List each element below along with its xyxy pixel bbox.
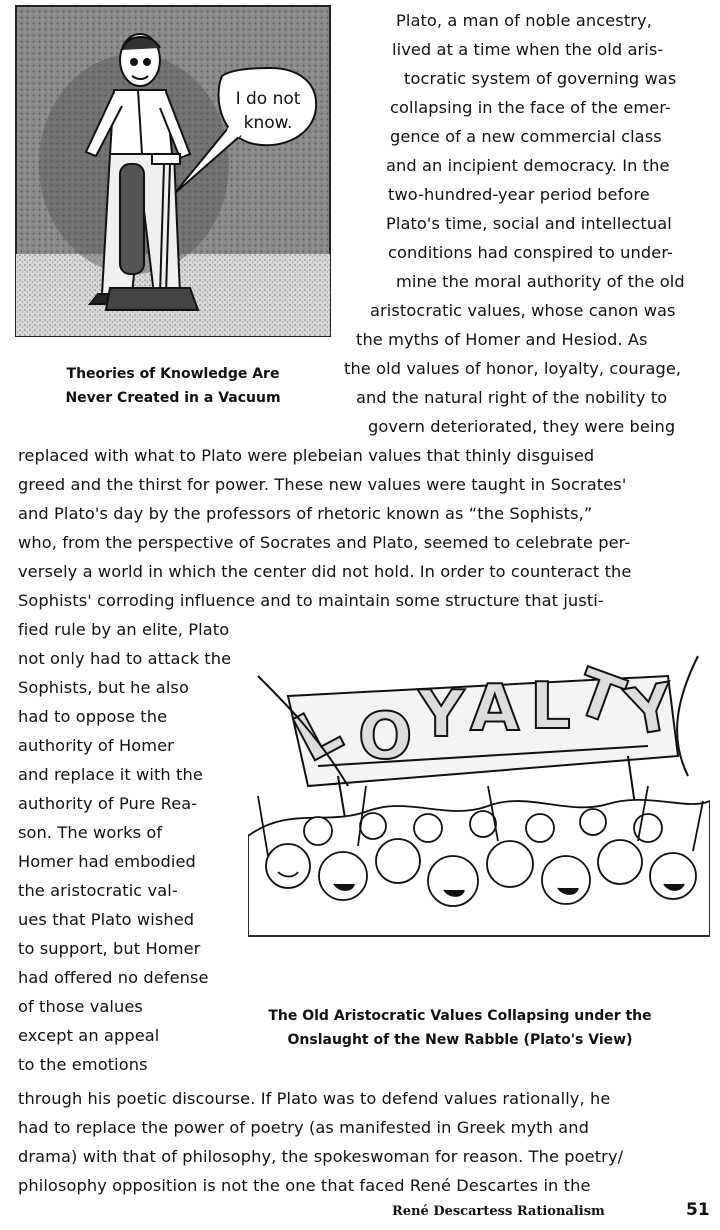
text-line: mine the moral authority of the old bbox=[396, 272, 685, 291]
caption-line: Theories of Knowledge Are bbox=[66, 366, 280, 382]
text-line: of those values bbox=[18, 997, 143, 1016]
text-line: ues that Plato wished bbox=[18, 910, 195, 929]
text-line: had to replace the power of poetry (as manifested in Greek myth and bbox=[18, 1118, 589, 1137]
text-line: Plato, a man of noble ancestry, bbox=[396, 11, 652, 30]
text-line: lived at a time when the old aris- bbox=[392, 40, 664, 59]
text-line: govern deteriorated, they were being bbox=[368, 417, 676, 436]
text-line: the myths of Homer and Hesiod. As bbox=[356, 330, 648, 349]
speech-text-line-1: I do not bbox=[235, 89, 301, 109]
text-line: gence of a new commercial class bbox=[390, 127, 662, 146]
text-line: greed and the thirst for power. These new values were taught in Socrates' bbox=[18, 475, 627, 494]
text-line: to the emotions bbox=[18, 1055, 148, 1074]
text-line: philosophy opposition is not the one that faced René Descartes in the bbox=[18, 1176, 591, 1195]
cartoon-vacuum-illustration bbox=[14, 4, 332, 338]
sign-letter: L bbox=[530, 670, 571, 744]
text-line: to support, but Homer bbox=[18, 939, 201, 958]
text-line: Homer had embodied bbox=[18, 852, 196, 871]
page-number: 51 bbox=[686, 1200, 710, 1220]
sign-letter: Y bbox=[418, 678, 465, 752]
text-line: and Plato's day by the professors of rhetoric known as “the Sophists,” bbox=[18, 504, 593, 523]
text-line: and an incipient democracy. In the bbox=[386, 156, 670, 175]
text-line: son. The works of bbox=[18, 823, 163, 842]
sign-letter: Y bbox=[620, 670, 680, 752]
caption-line: Never Created in a Vacuum bbox=[65, 390, 281, 406]
text-line: versely a world in which the center did not hold. In order to counteract the bbox=[18, 562, 632, 581]
text-line: authority of Homer bbox=[18, 736, 174, 755]
text-line: tocratic system of governing was bbox=[404, 69, 677, 88]
crowd bbox=[248, 786, 710, 936]
sign-letter: O bbox=[358, 700, 413, 774]
running-footer-title: René Descartess Rationalism bbox=[392, 1204, 605, 1219]
speech-text-line-2: know. bbox=[243, 113, 293, 133]
caption-line: The Old Aristocratic Values Collapsing under the bbox=[268, 1008, 652, 1024]
text-line: except an appeal bbox=[18, 1026, 160, 1045]
text-line: conditions had conspired to under- bbox=[388, 243, 673, 262]
sign-letter: A bbox=[470, 672, 520, 746]
caption-old-aristocratic-values bbox=[240, 1004, 680, 1052]
text-line: drama) with that of philosophy, the spokeswoman for reason. The poetry/ bbox=[18, 1147, 624, 1166]
text-line: the aristocratic val- bbox=[18, 881, 178, 900]
caption-line: Onslaught of the New Rabble (Plato's View) bbox=[287, 1032, 633, 1048]
text-line: through his poetic discourse. If Plato was to defend values rationally, he bbox=[18, 1089, 611, 1108]
text-line: had to oppose the bbox=[18, 707, 168, 726]
text-line: Plato's time, social and intellectual bbox=[386, 214, 672, 233]
text-line: replaced with what to Plato were plebeian values that thinly disguised bbox=[18, 446, 595, 465]
text-line: who, from the perspective of Socrates and Plato, seemed to celebrate per- bbox=[18, 533, 631, 552]
text-line: aristocratic values, whose canon was bbox=[370, 301, 676, 320]
text-line: Sophists, but he also bbox=[18, 678, 189, 697]
text-line: had offered no defense bbox=[18, 968, 209, 987]
text-line: and replace it with the bbox=[18, 765, 203, 784]
sign-letter: L bbox=[282, 692, 354, 778]
text-line: collapsing in the face of the emer- bbox=[390, 98, 671, 117]
text-line: authority of Pure Rea- bbox=[18, 794, 198, 813]
text-line: Sophists' corroding influence and to maintain some structure that justi- bbox=[18, 591, 604, 610]
text-line: the old values of honor, loyalty, courage, bbox=[344, 359, 682, 378]
text-line: not only had to attack the bbox=[18, 649, 232, 668]
text-line: two-hundred-year period before bbox=[388, 185, 650, 204]
caption-theories-of-knowledge bbox=[14, 362, 332, 410]
cartoon-loyalty-crowd-illustration bbox=[248, 636, 710, 996]
text-line: and the natural right of the nobility to bbox=[356, 388, 668, 407]
sign-letter: T bbox=[566, 655, 633, 740]
text-line: fied rule by an elite, Plato bbox=[18, 620, 230, 639]
